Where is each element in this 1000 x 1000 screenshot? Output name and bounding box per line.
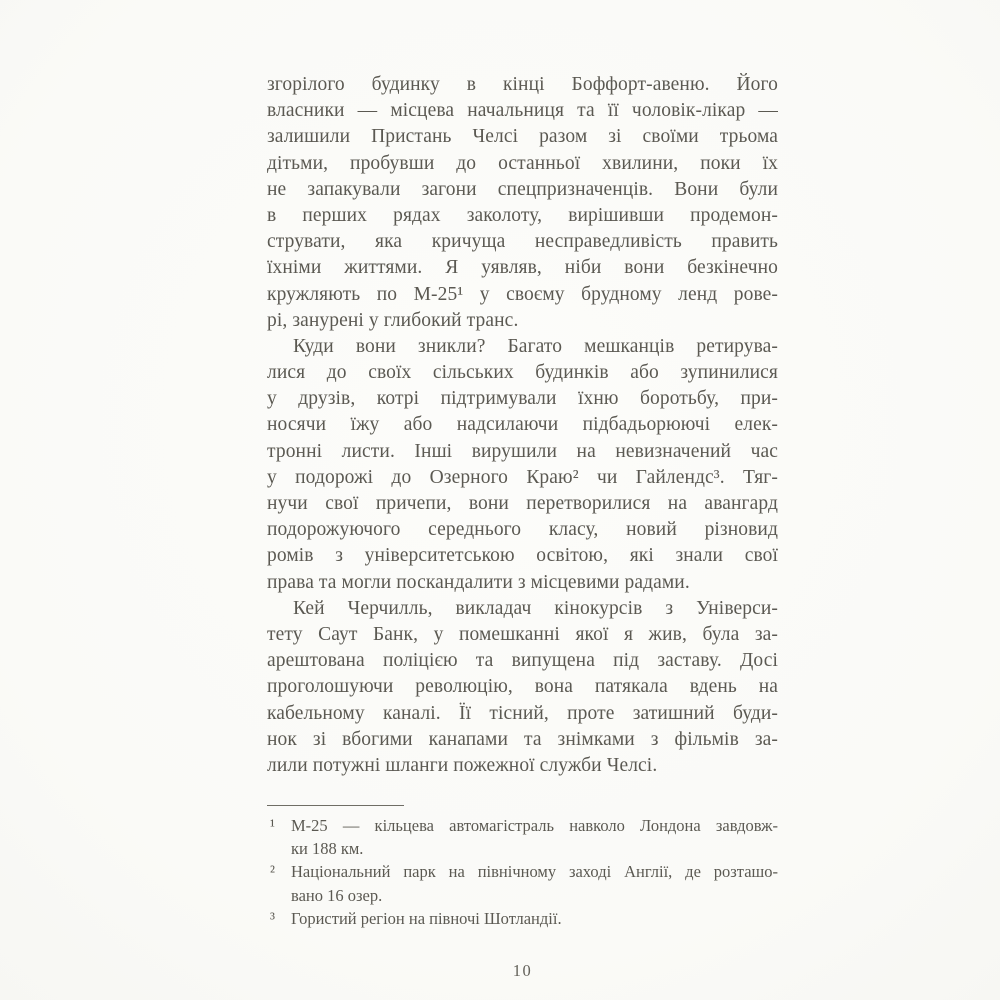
text-line: права та могли поскандалити з місцевими радами.: [267, 571, 690, 593]
text-line: їхніми життями. Я уявляв, ніби вони безкінечно: [267, 257, 778, 279]
text-line: струвати, яка кричуща несправедливість править: [267, 231, 778, 253]
footnote-marker: ³: [270, 908, 275, 928]
text-line: носячи їжу або надсилаючи підбадьорюючі елек-: [267, 414, 778, 436]
text-line: арештована поліцією та випущена під заставу. Досі: [267, 650, 778, 672]
text-line: лили потужні шланги пожежної служби Челсі.: [267, 754, 658, 776]
text-line: залишили Пристань Челсі разом зі своїми трьома: [267, 126, 778, 148]
text-line: Кей Черчилль, викладач кінокурсів з Універси-: [293, 597, 778, 619]
paragraph-1: [267, 72, 778, 334]
text-line: нок зі вбогими канапами та знімками з фільмів за-: [267, 728, 778, 750]
text-line: кабельному каналі. Її тісний, проте затишний буди-: [267, 702, 778, 724]
text-line: у друзів, котрі підтримували їхню боротьбу, при-: [267, 388, 778, 410]
text-line: згорілого будинку в кінці Боффорт-авеню. Його: [267, 74, 778, 95]
footnote-2: [267, 860, 778, 906]
page-body: [267, 72, 778, 779]
footnote-marker: ¹: [270, 816, 275, 835]
text-line: Куди вони зникли? Багато мешканців ретирува-: [293, 335, 778, 357]
footnote-line: вано 16 озер.: [291, 885, 383, 905]
footnote-line: ки 188 км.: [291, 839, 364, 859]
text-line: рі, занурені у глибокий транс.: [267, 309, 519, 331]
footnote-line: Гористий регіон на півночі Шотландії.: [291, 908, 562, 928]
text-line: лися до своїх сільських будинків або зупинилися: [267, 362, 778, 384]
text-line: у подорожі до Озерного Краю² чи Гайлендс³. Тяг-: [267, 466, 778, 488]
text-line: тету Саут Банк, у помешканні якої я жив, була за-: [267, 623, 778, 645]
text-line: дітьми, пробувши до останньої хвилини, поки їх: [267, 152, 778, 174]
text-line: власники — місцева начальниця та її чоловік-лікар —: [267, 100, 778, 122]
footnote-marker: ²: [270, 862, 275, 882]
page-number: 10: [512, 961, 533, 980]
footnote-separator: [267, 805, 404, 806]
text-line: в перших рядах заколоту, вирішивши продемон-: [267, 204, 778, 226]
text-line: ромів з університетською освітою, які знали свої: [267, 545, 778, 567]
text-line: проголошуючи революцію, вона патякала вдень на: [267, 676, 778, 698]
text-line: кружляють по М-25¹ у своєму брудному ленд рове-: [267, 283, 778, 305]
footnote-3: [267, 907, 778, 930]
footnote-line: Національний парк на північному заході Англії, де розташо-: [291, 862, 778, 882]
text-line: не запакували загони спецпризначенців. Вони були: [267, 178, 778, 200]
footnotes-section: [267, 805, 778, 930]
footnote-1: [267, 814, 778, 860]
paragraph-3: [267, 596, 778, 779]
text-line: тронні листи. Інші вирушили на невизначений час: [267, 440, 778, 462]
text-line: подорожуючого середнього класу, новий різновид: [267, 519, 778, 541]
text-line: нучи свої причепи, вони перетворилися на авангард: [267, 493, 778, 514]
paragraph-2: [267, 334, 778, 596]
footnote-line: М-25 — кільцева автомагістраль навколо Лондона завдовж-: [291, 816, 778, 835]
